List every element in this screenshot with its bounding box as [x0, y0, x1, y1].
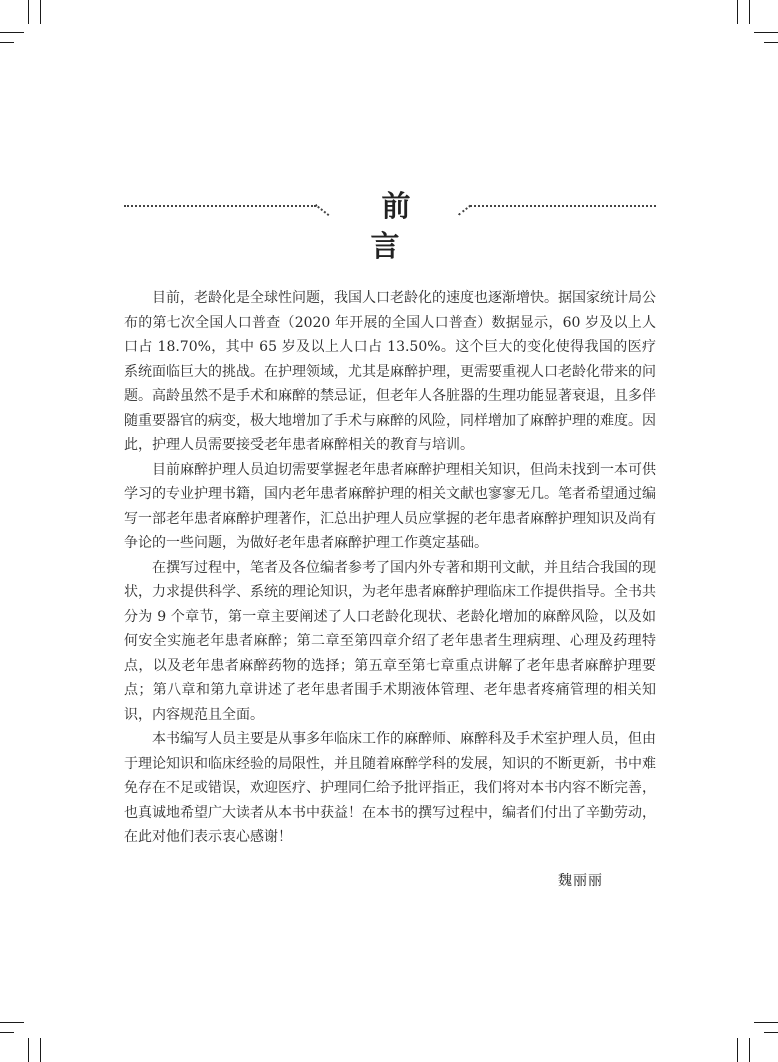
page-heading	[124, 186, 656, 263]
paragraph: 本书编写人员主要是从事多年临床工作的麻醉师、麻醉科及手术室护理人员，但由于理论知识和临床经验的局限性，并且随着麻醉学科的发展，知识的不断更新，书中难免存在不足或错误，欢迎医疗、护理同仁给予批评指正，我们将对本书内容不断完善，也真诚地希望广大读者从本书中获益！在本书的撰写过程中，编者们付出了辛勤劳动，在此对他们表示衷心感谢！	[124, 731, 656, 845]
crop-mark	[0, 42, 14, 43]
heading-rule-left-tail	[315, 204, 330, 216]
crop-mark	[28, 0, 29, 24]
author-signature: 魏丽丽	[558, 873, 603, 889]
paragraph: 在撰写过程中，笔者及各位编者参考了国内外专著和期刊文献，并且结合我国的现状，力求提供科学、系统的理论知识，为老年患者麻醉护理临床工作提供指导。全书共分为 9 个章节，第一章主要阐述了人口老龄化现状、老龄化增加的麻醉风险，以及如何安全实施老年患者麻醉；第二章至第四章介绍了老年患者生理病理、心理及药理特点，以及老年患者麻醉药物的选择；第五章至第七章重点讲解了老年患者麻醉护理要点；第八章和第九章讲述了老年患者围手术期液体管理、老年患者疼痛管理的相关知识，内容规范且全面。	[124, 559, 656, 723]
crop-mark	[40, 0, 41, 24]
heading-rule-left	[124, 205, 316, 207]
preface-body	[124, 286, 656, 850]
crop-mark	[40, 1038, 41, 1062]
crop-mark	[737, 0, 738, 24]
crop-mark	[754, 32, 778, 33]
crop-mark	[749, 0, 750, 24]
crop-mark	[0, 1022, 24, 1023]
heading-rule-right	[470, 205, 656, 207]
crop-mark	[0, 32, 24, 33]
crop-mark	[737, 1038, 738, 1062]
crop-mark	[764, 1032, 778, 1033]
crop-mark	[0, 1032, 14, 1033]
crop-mark	[28, 1038, 29, 1062]
crop-mark	[749, 1038, 750, 1062]
paragraph: 目前，老龄化是全球性问题，我国人口老龄化的速度也逐渐增快。据国家统计局公布的第七次全国人口普查（2020 年开展的全国人口普查）数据显示，60 岁及以上人口占 18.70%，其中 65 岁及以上人口占 13.50%。这个巨大的变化使得我国的医疗系统面临巨大的挑战。在护理领域，尤其是麻醉护理，更需要重视人口老龄化带来的问题。高龄虽然不是手术和麻醉的禁忌证，但老年人各脏器的生理功能显著衰退，且多伴随重要器官的病变，极大地增加了手术与麻醉的风险，同样增加了麻醉护理的难度。因此，护理人员需要接受老年患者麻醉相关的教育与培训。	[124, 290, 656, 453]
crop-mark	[754, 1022, 778, 1023]
page-title: 前 言	[370, 189, 433, 263]
crop-mark	[764, 42, 778, 43]
paragraph: 目前麻醉护理人员迫切需要掌握老年患者麻醉护理相关知识，但尚未找到一本可供学习的专业护理书籍，国内老年患者麻醉护理的相关文献也寥寥无几。笔者希望通过编写一部老年患者麻醉护理著作，汇总出护理人员应掌握的老年患者麻醉护理知识及尚有争论的一些问题，为做好老年患者麻醉护理工作奠定基础。	[124, 461, 656, 551]
